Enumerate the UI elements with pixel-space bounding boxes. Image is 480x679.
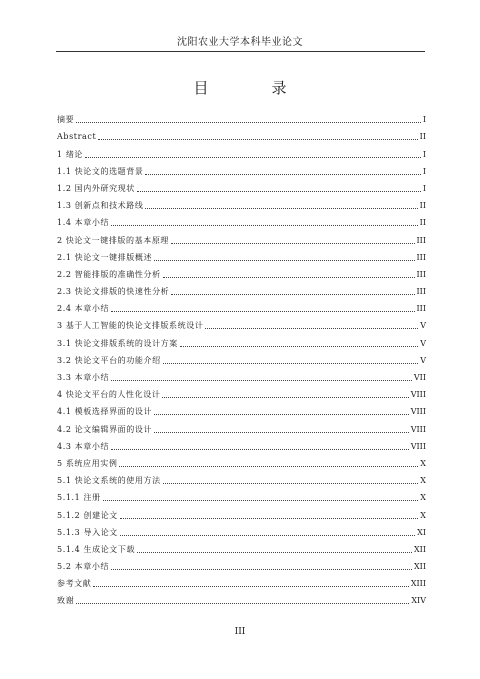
toc-entry[interactable] [57, 555, 426, 572]
toc-entry-label: 3 基于人工智能的快论文排版系统设计 [57, 321, 204, 331]
dot-leader [111, 225, 418, 226]
toc-entry[interactable] [57, 142, 426, 159]
toc-entry-label: 1.1 快论文的选题背景 [57, 166, 144, 176]
toc-entry[interactable] [57, 538, 426, 555]
toc-entry-label: 1.2 国内外研究现状 [57, 183, 135, 193]
toc-entry-page: VIII [410, 407, 426, 417]
toc-entry[interactable] [57, 160, 426, 177]
toc-entry-label: 5.1.2 创建论文 [57, 510, 118, 520]
toc-entry-label: 2.3 快论文排版的快速性分析 [57, 287, 170, 297]
toc-entry-page: VIII [410, 390, 426, 400]
dot-leader [111, 449, 409, 450]
toc-title: 目 录 [193, 79, 311, 97]
toc-entry-label: 5.1 快论文系统的使用方法 [57, 476, 161, 486]
toc-entry[interactable] [57, 211, 426, 228]
table-of-contents [57, 108, 426, 606]
toc-entry-label: 2.4 本章小结 [57, 304, 110, 314]
toc-entry[interactable] [57, 572, 426, 589]
toc-entry-page: III [416, 287, 426, 297]
dot-leader [154, 432, 409, 433]
toc-entry-page: X [420, 510, 426, 520]
dot-leader [163, 277, 415, 278]
header-divider [56, 51, 425, 52]
toc-entry[interactable] [57, 383, 426, 400]
dot-leader [111, 569, 412, 570]
dot-leader [120, 535, 415, 536]
toc-entry-page: III [416, 235, 426, 245]
dot-leader [163, 363, 419, 364]
toc-entry-page: II [419, 201, 426, 211]
toc-entry[interactable] [57, 108, 426, 125]
dot-leader [154, 260, 414, 261]
toc-entry-page: I [422, 115, 426, 125]
dot-leader [171, 243, 414, 244]
toc-entry-page: II [419, 132, 426, 142]
toc-entry-page: I [422, 149, 426, 159]
toc-entry-page: I [422, 183, 426, 193]
toc-entry-page: X [420, 476, 426, 486]
dot-leader [162, 397, 408, 398]
toc-entry[interactable] [57, 331, 426, 348]
toc-entry[interactable] [57, 177, 426, 194]
dot-leader [137, 552, 412, 553]
toc-entry[interactable] [57, 521, 426, 538]
toc-entry-label: 5.1.3 导入论文 [57, 527, 118, 537]
dot-leader [119, 466, 418, 467]
toc-entry-page: XIII [410, 579, 426, 589]
toc-entry[interactable] [57, 314, 426, 331]
toc-entry-page: VIII [410, 441, 426, 451]
toc-entry-page: V [420, 338, 426, 348]
dot-leader [154, 414, 409, 415]
toc-entry-label: 5.2 本章小结 [57, 562, 110, 572]
toc-entry-label: 5.1.1 注册 [57, 493, 101, 503]
toc-entry-label: 2.1 快论文一键排版概述 [57, 252, 153, 262]
toc-entry[interactable] [57, 228, 426, 245]
toc-entry-label: 5.1.4 生成论文下载 [57, 544, 136, 554]
toc-entry-page: X [420, 458, 426, 468]
toc-entry-page: XII [413, 544, 426, 554]
toc-entry-page: II [419, 218, 426, 228]
toc-entry[interactable] [57, 366, 426, 383]
toc-entry-label: 1 绪论 [57, 149, 84, 159]
toc-entry-label: 1.4 本章小结 [57, 218, 110, 228]
toc-entry-label: 3.2 快论文平台的功能介绍 [57, 355, 161, 365]
toc-entry[interactable] [57, 400, 426, 417]
dot-leader [103, 500, 419, 501]
toc-entry-page: III [416, 269, 426, 279]
dot-leader [98, 139, 417, 140]
toc-entry-label: Abstract [57, 132, 97, 142]
toc-entry[interactable] [57, 469, 426, 486]
toc-entry[interactable] [57, 194, 426, 211]
toc-entry-label: 1.3 创新点和技术路线 [57, 201, 144, 211]
dot-leader [76, 603, 409, 604]
toc-entry-label: 4.3 本章小结 [57, 441, 110, 451]
dot-leader [111, 311, 414, 312]
toc-entry-page: XI [417, 527, 426, 537]
toc-entry-label: 4.2 论文编辑界面的设计 [57, 424, 153, 434]
toc-entry[interactable] [57, 297, 426, 314]
dot-leader [180, 346, 418, 347]
toc-entry[interactable] [57, 125, 426, 142]
toc-entry-label: 3.1 快论文排版系统的设计方案 [57, 338, 178, 348]
toc-entry-page: III [416, 304, 426, 314]
dot-leader [205, 328, 418, 329]
dot-leader [93, 586, 408, 587]
dot-leader [145, 174, 420, 175]
page-number: III [234, 627, 246, 637]
toc-entry-page: VIII [410, 424, 426, 434]
toc-entry-page: V [420, 355, 426, 365]
toc-entry[interactable] [57, 417, 426, 434]
dot-leader [145, 208, 417, 209]
toc-entry-label: 3.3 本章小结 [57, 373, 110, 382]
dot-leader [120, 518, 418, 519]
dot-leader [85, 157, 421, 158]
toc-entry[interactable] [57, 280, 426, 297]
toc-entry-page: III [416, 252, 426, 262]
dot-leader [163, 483, 419, 484]
toc-entry[interactable] [57, 349, 426, 366]
toc-entry[interactable] [57, 263, 426, 280]
toc-entry-page: I [422, 166, 426, 176]
toc-entry-page: XII [413, 562, 426, 572]
toc-entry-label: 4.1 模板选择界面的设计 [57, 407, 153, 417]
toc-entry-page: X [420, 493, 426, 503]
toc-entry-label: 2.2 智能排版的准确性分析 [57, 269, 161, 279]
toc-entry-label: 摘要 [57, 115, 75, 125]
toc-entry-label: 致谢 [57, 596, 75, 606]
toc-entry[interactable] [57, 246, 426, 263]
toc-entry-label: 5 系统应用实例 [57, 458, 118, 468]
toc-entry[interactable] [57, 589, 426, 606]
toc-entry[interactable] [57, 486, 426, 503]
toc-entry-label: 2 快论文一键排版的基本原理 [57, 235, 170, 245]
dot-leader [171, 294, 414, 295]
dot-leader [137, 191, 421, 192]
dot-leader [76, 122, 421, 123]
toc-entry-label: 4 快论文平台的人性化设计 [57, 390, 161, 400]
toc-entry-page: XIV [411, 596, 426, 606]
toc-entry[interactable] [57, 435, 426, 452]
toc-entry-page: VII [413, 373, 426, 382]
toc-entry-page: V [420, 321, 426, 331]
toc-entry[interactable] [57, 452, 426, 469]
toc-entry-label: 参考文献 [57, 579, 92, 589]
toc-entry[interactable] [57, 503, 426, 520]
dot-leader [111, 380, 412, 381]
running-header: 沈阳农业大学本科毕业论文 [177, 37, 303, 48]
